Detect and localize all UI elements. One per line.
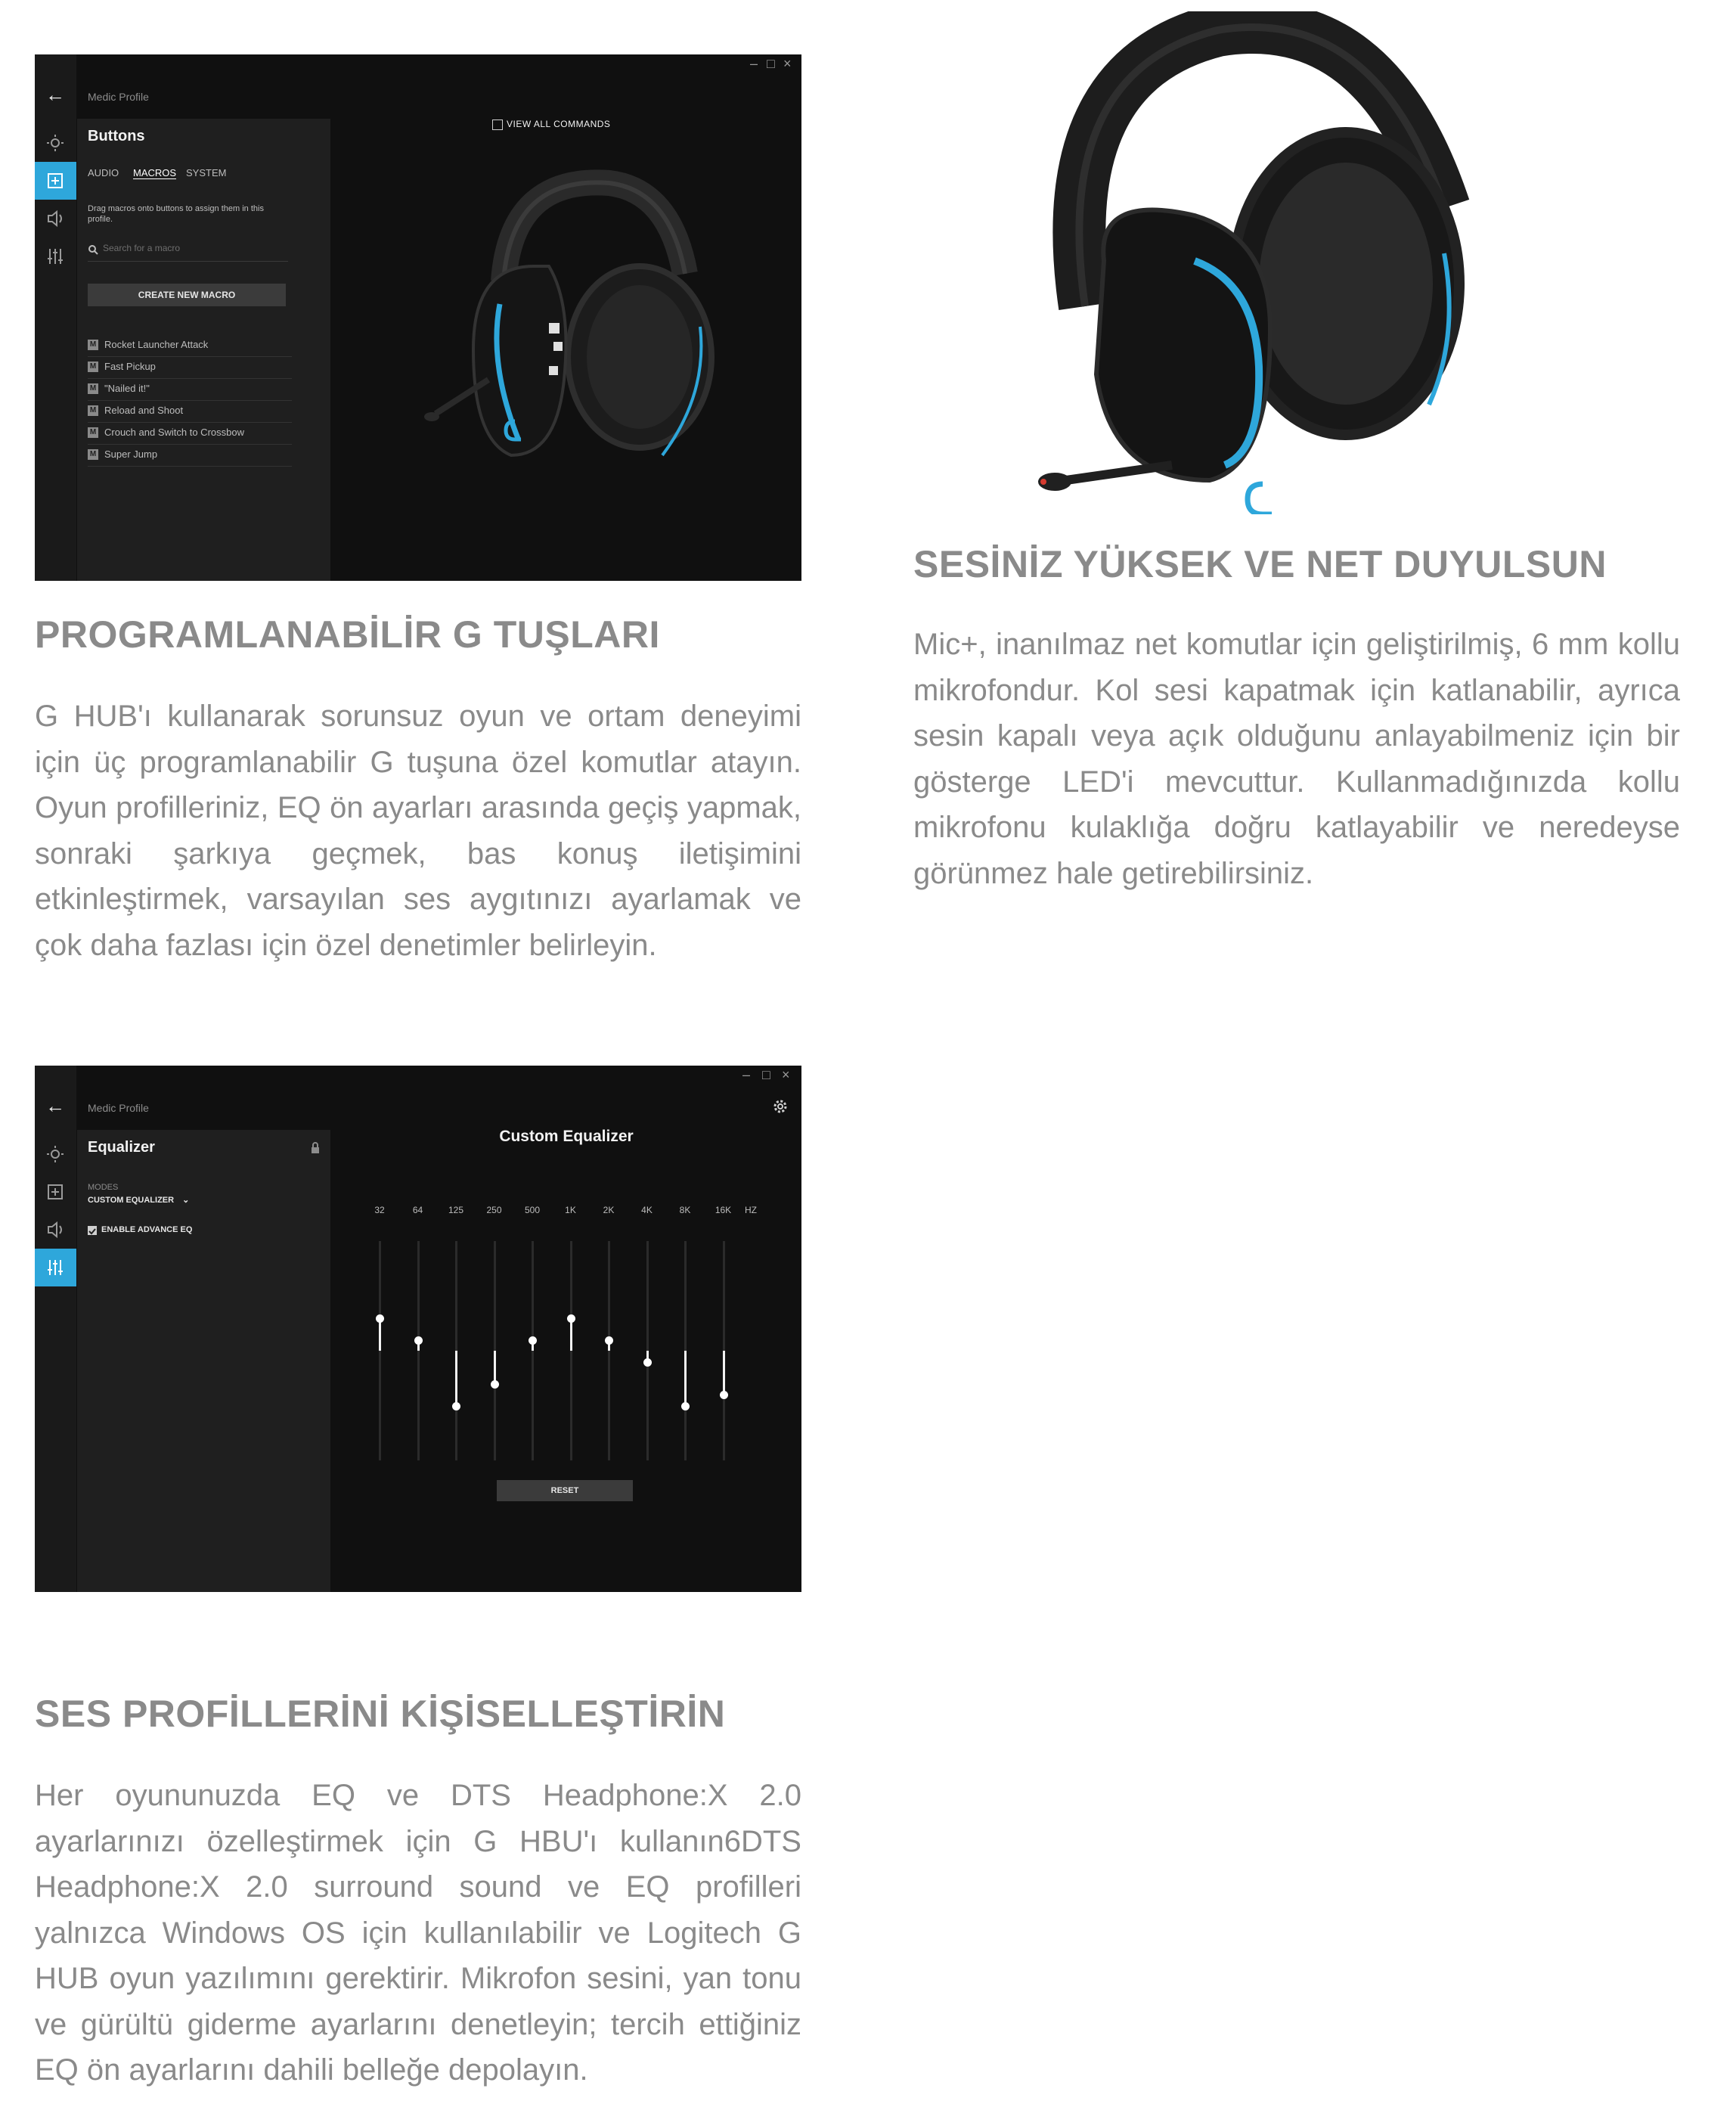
macro-item[interactable] — [88, 334, 292, 357]
eq-band-label: 64 — [412, 1205, 423, 1215]
section-heading: PROGRAMLANABİLİR G TUŞLARI — [35, 613, 660, 656]
profile-name: Medic Profile — [88, 91, 149, 103]
back-arrow-icon[interactable]: ← — [45, 1094, 65, 1117]
eq-slider-knob[interactable] — [452, 1402, 460, 1410]
eq-slider-knob[interactable] — [529, 1336, 537, 1345]
macro-label: "Nailed it!" — [104, 383, 150, 394]
mode-value: CUSTOM EQUALIZER — [88, 1196, 175, 1205]
eq-slider-track[interactable] — [608, 1241, 610, 1460]
eq-slider-fill — [684, 1351, 687, 1406]
eq-slider-fill — [494, 1351, 496, 1384]
section-heading: SESİNİZ YÜKSEK VE NET DUYULSUN — [913, 543, 1607, 585]
ghub-equalizer-window — [35, 1066, 801, 1592]
eq-band-label: 16K — [715, 1205, 732, 1215]
macro-label: Crouch and Switch to Crossbow — [104, 427, 244, 438]
section-body: G HUB'ı kullanarak sorunsuz oyun ve ortam deneyimi için üç programlanabilir G tuşuna özel komutlar atayın. Oyun profilleriniz, EQ ön ayarları arasında geçiş yapmak, sonraki şarkıya geçmek, bas konuş iletişimini etkinleştirmek, varsayılan ses aygıtınızı ayarlamak ve çok daha fazlası için özel denetimler belirleyin. — [35, 700, 801, 962]
audio-icon[interactable] — [35, 200, 76, 237]
minimize-button[interactable]: – — [742, 1067, 751, 1082]
view-all-commands-label: VIEW ALL COMMANDS — [507, 119, 611, 129]
macro-badge: M — [88, 427, 98, 438]
eq-slider-knob[interactable] — [681, 1402, 690, 1410]
maximize-button[interactable]: □ — [762, 1067, 770, 1082]
eq-slider-knob[interactable] — [376, 1314, 384, 1323]
ghub-buttons-window — [35, 54, 801, 581]
eq-band-label: 500 — [524, 1205, 541, 1215]
macro-search-field[interactable] — [88, 240, 288, 262]
eq-slider-fill — [570, 1318, 572, 1351]
lighting-icon[interactable] — [35, 124, 76, 162]
panel-title: Buttons — [88, 128, 145, 144]
macro-badge: M — [88, 362, 98, 372]
eq-band-label: 8K — [679, 1205, 691, 1215]
eq-slider-fill — [455, 1351, 457, 1406]
section-body: Mic+, inanılmaz net komutlar için geliştirilmiş, 6 mm kollu mikrofondur. Kol sesi kapatmak için katlanabilir, ayrıca sesin kapalı veya açık olduğunu anlayabilmeniz için bir gösterge LED'i mevcuttur. Kullanmadığınızda kollu mikrofonu kulaklığa doğru katlayabilir ve neredeyse görünmez hale getirebilirsiniz. — [913, 628, 1680, 890]
eq-band-area — [35, 1066, 801, 1592]
macro-badge: M — [88, 449, 98, 460]
eq-slider-knob[interactable] — [643, 1358, 652, 1367]
tab-audio[interactable]: AUDIO — [88, 167, 119, 178]
macro-item[interactable] — [88, 378, 292, 401]
assignments-icon[interactable] — [35, 162, 76, 200]
macro-item[interactable] — [88, 356, 292, 379]
eq-slider-knob[interactable] — [720, 1391, 728, 1399]
chevron-down-icon: ⌄ — [182, 1196, 190, 1205]
eq-slider-fill — [379, 1318, 381, 1351]
eq-band-label: 1K — [565, 1205, 576, 1215]
eq-slider-track[interactable] — [532, 1241, 534, 1460]
macro-badge: M — [88, 405, 98, 416]
close-button[interactable]: × — [783, 56, 792, 71]
headset-image — [420, 153, 746, 516]
section-body: Her oyununuzda EQ ve DTS Headphone:X 2.0 ayarlarınızı özelleştirmek için G HBU'ı kullanın6DTS Headphone:X 2.0 surround sound ve EQ profilleri yalnızca Windows OS için kullanılabilir ve Logitech G HUB oyun yazılımını gerektirir. Mikrofon sesini, yan tonu ve gürültü giderme ayarlarını denetleyin; tercih ettiğiniz EQ ön ayarlarını dahili belleğe depolayın. — [35, 1779, 801, 2087]
create-new-macro-button[interactable]: CREATE NEW MACRO — [88, 284, 286, 306]
profile-name: Medic Profile — [88, 1102, 149, 1114]
macro-label: Super Jump — [104, 448, 158, 460]
search-input[interactable]: Search for a macro — [103, 243, 181, 253]
back-arrow-icon[interactable]: ← — [45, 83, 65, 106]
macro-item[interactable] — [88, 444, 292, 467]
macro-label: Rocket Launcher Attack — [104, 339, 209, 350]
macro-badge: M — [88, 340, 98, 350]
left-rail — [35, 54, 76, 581]
macro-hint: Drag macros onto buttons to assign them in this profile. — [88, 204, 264, 224]
minimize-button[interactable]: – — [750, 56, 758, 71]
eq-band-label: 2K — [603, 1205, 615, 1215]
equalizer-icon[interactable] — [35, 237, 76, 275]
macro-badge: M — [88, 383, 98, 394]
eq-slider-track[interactable] — [570, 1241, 572, 1460]
advance-eq-label: ENABLE ADVANCE EQ — [101, 1225, 193, 1234]
maximize-button[interactable]: □ — [767, 56, 775, 71]
reset-button[interactable]: RESET — [497, 1480, 633, 1501]
eq-band-label: 4K — [641, 1205, 653, 1215]
macro-item[interactable] — [88, 422, 292, 445]
eq-unit-label: HZ — [745, 1205, 757, 1215]
eq-band-label: 250 — [486, 1205, 502, 1215]
macro-label: Fast Pickup — [104, 361, 156, 372]
eq-title: Custom Equalizer — [499, 1128, 634, 1145]
close-button[interactable]: × — [782, 1067, 790, 1082]
headset-photo — [1021, 11, 1490, 514]
panel-title: Equalizer — [88, 1139, 155, 1156]
macro-label: Reload and Shoot — [104, 405, 184, 416]
tab-macros[interactable]: MACROS — [133, 167, 177, 178]
eq-slider-fill — [723, 1351, 725, 1395]
modes-label: MODES — [88, 1183, 119, 1192]
eq-band-label: 125 — [448, 1205, 464, 1215]
tab-system[interactable]: SYSTEM — [186, 167, 227, 178]
eq-band-label: 32 — [374, 1205, 385, 1215]
search-icon — [88, 244, 98, 255]
eq-slider-track[interactable] — [379, 1241, 381, 1460]
eq-slider-knob[interactable] — [491, 1380, 499, 1389]
view-all-checkbox[interactable] — [492, 119, 503, 130]
section-heading: SES PROFİLLERİNİ KİŞİSELLEŞTİRİN — [35, 1693, 726, 1735]
eq-slider-knob[interactable] — [567, 1314, 575, 1323]
eq-slider-track[interactable] — [417, 1241, 420, 1460]
eq-slider-knob[interactable] — [605, 1336, 613, 1345]
macro-item[interactable] — [88, 400, 292, 423]
eq-slider-knob[interactable] — [414, 1336, 423, 1345]
